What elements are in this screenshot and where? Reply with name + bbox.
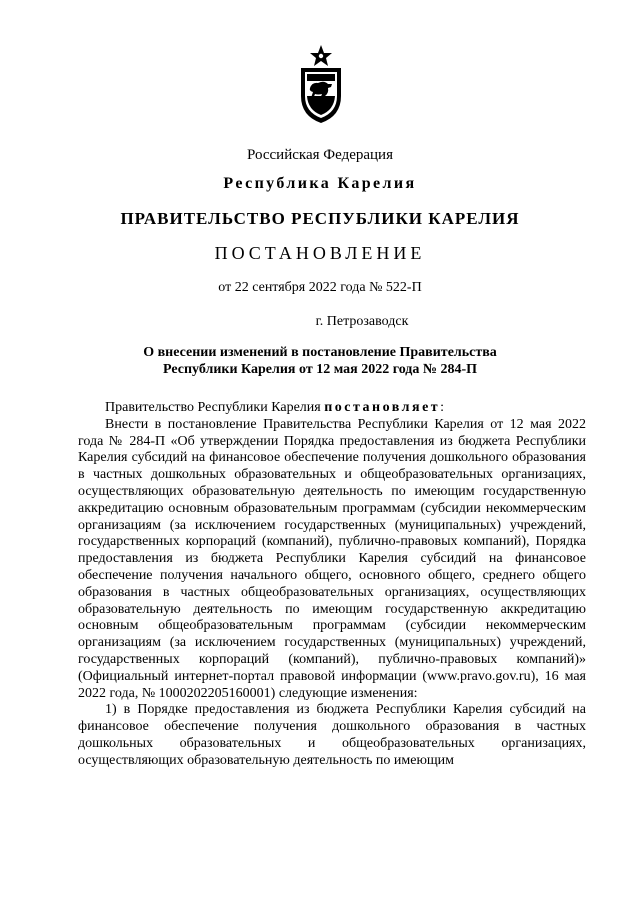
date-and-number: от 22 сентября 2022 года № 522-П — [218, 280, 422, 295]
coat-of-arms-icon — [298, 44, 344, 124]
karelia-coat-of-arms-emblem — [298, 44, 344, 124]
preamble-verb: постановляет — [324, 400, 441, 415]
preamble-end: : — [440, 400, 445, 415]
country-name: Российская Федерация — [247, 147, 393, 163]
document-type: ПОСТАНОВЛЕНИЕ — [214, 243, 426, 263]
government-heading: ПРАВИТЕЛЬСТВО РЕСПУБЛИКИ КАРЕЛИЯ — [120, 209, 520, 228]
document-body — [78, 400, 586, 770]
title-line-2: Республики Карелия от 12 мая 2022 года № 284-П — [162, 362, 478, 377]
republic-name: Республика Карелия — [223, 175, 417, 192]
title-line-1: О внесении изменений в постановление Правительства — [143, 345, 497, 360]
list-item-1: 1) в Порядке предоставления из бюджета Республики Карелия субсидий на финансовое обеспечение получения дошкольного образования в частных дошкольных образовательных и общеобразовательных организациях, осуществляющих образовательную деятельность по имеющим — [78, 702, 586, 768]
document-title — [0, 344, 640, 378]
preamble — [78, 400, 586, 417]
paragraph-1: Внести в постановление Правительства Республики Карелия от 12 мая 2022 года № 284-П «Об утверждении Порядка предоставления из бюджета Республики Карелия субсидий на финансовое обеспечение получения дошкольного образования в частных дошкольных образовательных и общеобразовательных организациях, осуществляющих образовательную деятельность по имеющим государственную аккредитацию основным образовательным программам (субсидии некоммерческим организациям (за исключением государственных (муниципальных) учреждений, государственных корпораций (компаний), публично-правовых компаний), Порядка предоставления из бюджета Республики Карелия субсидий на финансовое обеспечение получения начального общего, основного общего, среднего общего образования в частных общеобразовательных организациях, осуществляющих образовательную деятельность по имеющим государственную аккредитацию основным общеобразовательным программам (субсидии некоммерческим организациям (за исключением государственных (муниципальных) учреждений, государственных корпораций (компаний), публично-правовых компаний)» (Официальный интернет-портал правовой информации (www.pravo.gov.ru), 16 мая 2022 года, № 1000202205160001) следующие изменения: — [78, 416, 586, 701]
preamble-lead: Правительство Республики Карелия — [105, 400, 325, 415]
city-name: г. Петрозаводск — [315, 314, 409, 329]
